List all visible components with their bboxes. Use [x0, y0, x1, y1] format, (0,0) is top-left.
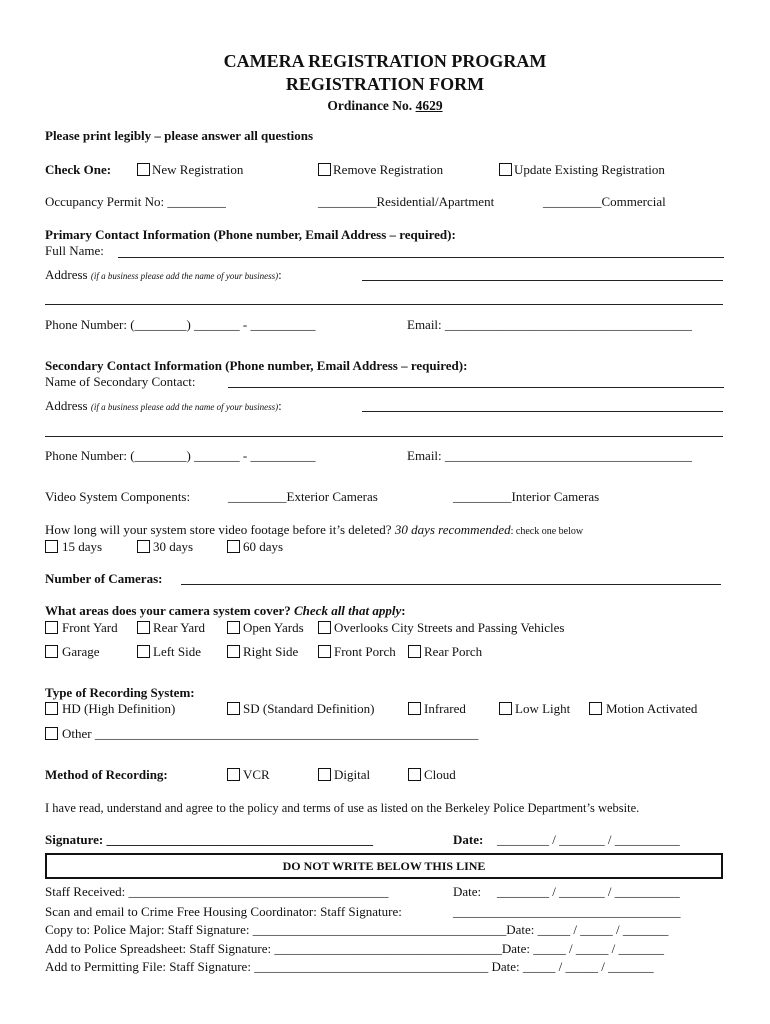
garage-label: Garage [62, 644, 100, 659]
secondary-address-word: Address [45, 398, 88, 413]
occupancy-permit-field[interactable]: Occupancy Permit No: _________ [45, 194, 226, 209]
staff-received-date-label: Date: [453, 884, 482, 899]
secondary-name-line[interactable] [228, 387, 724, 388]
secondary-address-line[interactable] [362, 411, 723, 412]
new-registration-checkbox[interactable] [137, 163, 150, 176]
rear-porch-label: Rear Porch [424, 644, 483, 659]
front-yard-label: Front Yard [62, 620, 118, 635]
overlooks-streets-label: Overlooks City Streets and Passing Vehicles [334, 620, 565, 635]
infrared-checkbox[interactable] [408, 702, 421, 715]
vcr-label: VCR [243, 767, 270, 782]
secondary-address-line-2[interactable] [45, 436, 723, 437]
form-title: CAMERA REGISTRATION PROGRAM [223, 51, 547, 71]
secondary-address-colon: : [278, 398, 282, 413]
instructions: Please print legibly – please answer all questions [45, 128, 314, 143]
rear-yard-checkbox[interactable] [137, 621, 150, 634]
digital-checkbox[interactable] [318, 768, 331, 781]
storage-15-label: 15 days [62, 539, 103, 554]
front-yard-checkbox[interactable] [45, 621, 58, 634]
secondary-name-label: Name of Secondary Contact: [45, 374, 196, 389]
left-side-checkbox[interactable] [137, 645, 150, 658]
storage-60-label: 60 days [243, 539, 284, 554]
secondary-address-note: (if a business please add the name of your business) [90, 402, 279, 412]
full-name-label: Full Name: [45, 243, 104, 258]
scan-email-signature-field[interactable]: ___________________________________ [453, 904, 681, 919]
primary-email-label: Email: [407, 317, 445, 332]
remove-registration-checkbox[interactable] [318, 163, 331, 176]
method-label: Method of Recording: [45, 767, 168, 782]
primary-phone-field[interactable]: Phone Number: (________) _______ - __________ [45, 317, 316, 332]
storage-30-label: 30 days [153, 539, 194, 554]
right-side-checkbox[interactable] [227, 645, 240, 658]
secondary-address-label [45, 398, 282, 415]
update-registration-checkbox[interactable] [499, 163, 512, 176]
interior-cameras-field[interactable]: _________Interior Cameras [453, 489, 600, 504]
ordinance-number: 4629 [415, 98, 443, 113]
storage-note: : check one below [510, 526, 584, 537]
staff-received-field[interactable]: Staff Received: ________________________________________ [45, 884, 389, 899]
number-of-cameras-label: Number of Cameras: [45, 571, 163, 586]
digital-label: Digital [334, 767, 371, 782]
video-components-label: Video System Components: [45, 489, 191, 504]
storage-question [45, 522, 583, 540]
rear-porch-checkbox[interactable] [408, 645, 421, 658]
ordinance [0, 97, 770, 115]
areas-colon: : [401, 603, 406, 618]
sd-label: SD (Standard Definition) [243, 701, 375, 716]
primary-address-colon: : [278, 267, 282, 282]
low-light-checkbox[interactable] [499, 702, 512, 715]
primary-email-line: ______________________________________ [444, 317, 692, 332]
hd-label: HD (High Definition) [62, 701, 176, 716]
office-use-banner [45, 853, 723, 879]
storage-30-checkbox[interactable] [137, 540, 150, 553]
secondary-email-label: Email: [407, 448, 445, 463]
overlooks-streets-checkbox[interactable] [318, 621, 331, 634]
areas-question [45, 603, 406, 619]
primary-address-label [45, 267, 282, 284]
cloud-label: Cloud [424, 767, 456, 782]
primary-address-word: Address [45, 267, 88, 282]
primary-address-line[interactable] [362, 280, 723, 281]
right-side-label: Right Side [243, 644, 299, 659]
recording-type-label: Type of Recording System: [45, 685, 195, 700]
infrared-label: Infrared [424, 701, 466, 716]
secondary-email-line: ______________________________________ [444, 448, 692, 463]
secondary-email-field[interactable] [407, 448, 692, 464]
cloud-checkbox[interactable] [408, 768, 421, 781]
sd-checkbox[interactable] [227, 702, 240, 715]
low-light-label: Low Light [515, 701, 571, 716]
permitting-file-field[interactable]: Add to Permitting File: Staff Signature: ____________________________________ Date: _____ / _____ / _______ [45, 959, 654, 974]
primary-address-note: (if a business please add the name of your business) [90, 271, 279, 281]
signature-date-label: Date: [453, 832, 484, 847]
other-checkbox[interactable] [45, 727, 58, 740]
signature-date-field[interactable]: ________ / _______ / __________ [497, 832, 680, 847]
new-registration-label: New Registration [152, 162, 244, 177]
motion-activated-checkbox[interactable] [589, 702, 602, 715]
storage-15-checkbox[interactable] [45, 540, 58, 553]
motion-activated-label: Motion Activated [606, 701, 698, 716]
commercial-field[interactable]: _________Commercial [543, 194, 666, 209]
vcr-checkbox[interactable] [227, 768, 240, 781]
number-of-cameras-line[interactable] [181, 584, 721, 585]
staff-received-date-field[interactable]: ________ / _______ / __________ [497, 884, 680, 899]
update-registration-label: Update Existing Registration [514, 162, 665, 177]
exterior-cameras-field[interactable]: _________Exterior Cameras [228, 489, 378, 504]
form-subtitle: REGISTRATION FORM [285, 74, 485, 94]
other-field[interactable]: Other ___________________________________________________________ [62, 726, 479, 741]
copy-police-major-field[interactable]: Copy to: Police Major: Staff Signature: _______________________________________Date: _____ / _____ / _______ [45, 922, 669, 937]
primary-email-field[interactable] [407, 317, 692, 333]
ordinance-label: Ordinance No. [327, 98, 416, 113]
rear-yard-label: Rear Yard [153, 620, 205, 635]
residential-field[interactable]: _________Residential/Apartment [318, 194, 495, 209]
scan-email-label: Scan and email to Crime Free Housing Coordinator: Staff Signature: [45, 904, 402, 919]
hd-checkbox[interactable] [45, 702, 58, 715]
storage-question-text: How long will your system store video footage before it’s deleted? [45, 522, 395, 537]
primary-contact-heading: Primary Contact Information (Phone number, Email Address – required): [45, 227, 456, 242]
open-yards-label: Open Yards [243, 620, 304, 635]
agreement-text: I have read, understand and agree to the policy and terms of use as listed on the Berkeley Police Department’s website. [45, 801, 640, 815]
areas-question-text: What areas does your camera system cover? [45, 603, 294, 618]
secondary-contact-heading: Secondary Contact Information (Phone number, Email Address – required): [45, 358, 468, 373]
police-spreadsheet-field[interactable]: Add to Police Spreadsheet: Staff Signature: ___________________________________Date: _____ / _____ / _______ [45, 941, 665, 956]
primary-address-line-2[interactable] [45, 304, 723, 305]
front-porch-checkbox[interactable] [318, 645, 331, 658]
remove-registration-label: Remove Registration [333, 162, 444, 177]
areas-check-all: Check all that apply [294, 603, 402, 618]
secondary-phone-field[interactable]: Phone Number: (________) _______ - __________ [45, 448, 316, 463]
garage-checkbox[interactable] [45, 645, 58, 658]
check-one-label: Check One: [45, 162, 112, 177]
full-name-line[interactable] [118, 257, 724, 258]
left-side-label: Left Side [153, 644, 202, 659]
storage-recommended: 30 days recommended [394, 522, 511, 537]
do-not-write-text: DO NOT WRITE BELOW THIS LINE [282, 859, 486, 873]
open-yards-checkbox[interactable] [227, 621, 240, 634]
signature-field[interactable]: Signature: _________________________________________ [45, 832, 374, 847]
front-porch-label: Front Porch [334, 644, 396, 659]
storage-60-checkbox[interactable] [227, 540, 240, 553]
